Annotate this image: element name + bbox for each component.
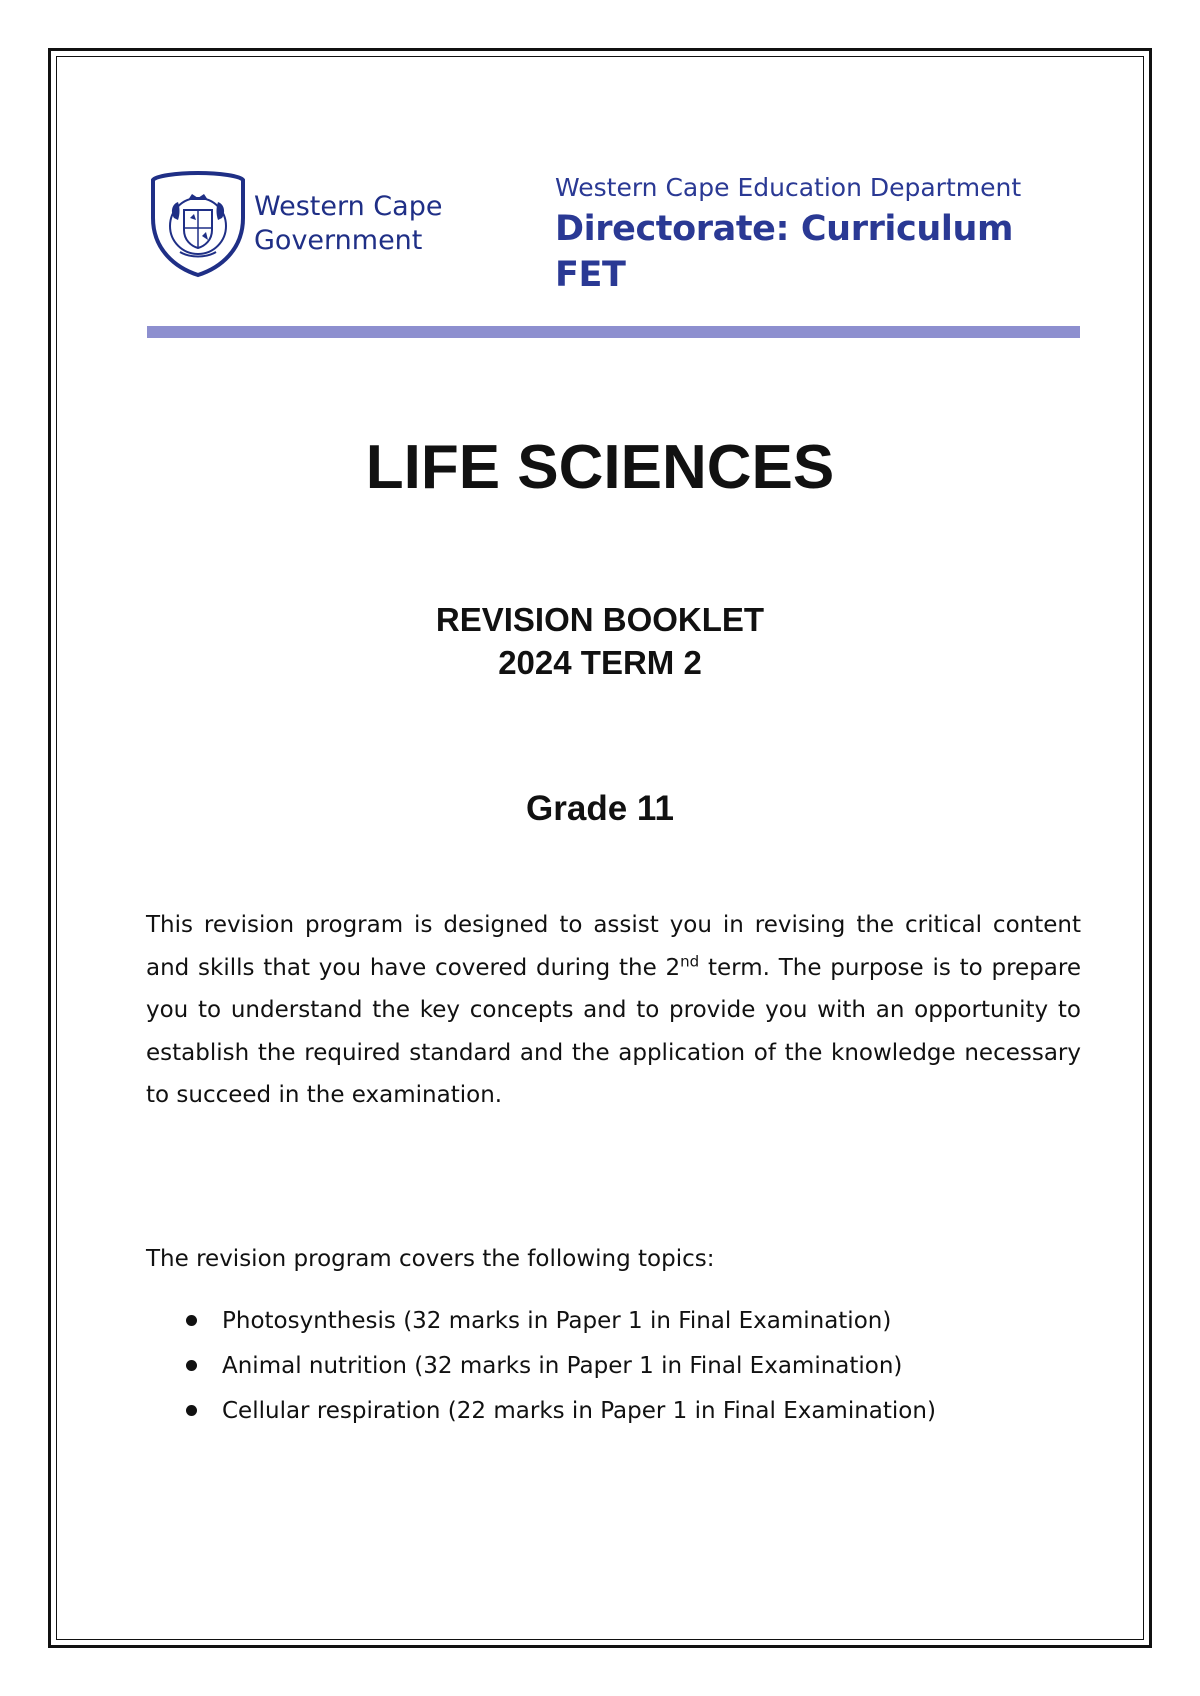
topic-label: Photosynthesis (32 marks in Paper 1 in Final Examination)	[222, 1307, 892, 1334]
bullet-icon	[186, 1405, 197, 1416]
list-item	[146, 1298, 936, 1343]
department-heading	[555, 170, 1080, 298]
intro-paragraph	[146, 904, 1081, 1117]
intro-text-part-2: term. The purpose is to prepare you to understand the key concepts and to provide you with an opportunity to establish the required standard and the application of the knowledge necessary to succeed in the examination.	[146, 954, 1081, 1108]
topics-list	[146, 1298, 936, 1433]
logo-line-1: Western Cape	[254, 191, 443, 222]
term-subtitle: 2024 TERM 2	[498, 644, 702, 681]
bullet-icon	[186, 1360, 197, 1371]
booklet-subtitle: REVISION BOOKLET	[435, 601, 765, 638]
document-title: LIFE SCIENCES	[365, 433, 835, 502]
list-item	[146, 1388, 936, 1433]
topic-label: Animal nutrition (32 marks in Paper 1 in Final Examination)	[222, 1352, 903, 1379]
logo-wordmark	[254, 190, 442, 258]
grade-heading: Grade 11	[526, 789, 674, 828]
coat-of-arms-icon	[150, 170, 246, 278]
topic-label: Cellular respiration (22 marks in Paper 1 in Final Examination)	[222, 1397, 936, 1424]
document-header	[150, 170, 1080, 295]
intro-text-part-1: This revision program is designed to assist you in revising the critical content and skills that you have covered during the 2	[146, 912, 1081, 981]
list-item	[146, 1343, 936, 1388]
bullet-icon	[186, 1315, 197, 1326]
department-name: Western Cape Education Department	[555, 173, 1022, 202]
logo-line-2: Government	[254, 225, 423, 256]
topics-intro: The revision program covers the following topics:	[146, 1246, 715, 1272]
government-logo	[150, 170, 442, 278]
directorate-name: Directorate: Curriculum FET	[555, 209, 1014, 295]
header-divider	[147, 326, 1080, 338]
ordinal-suffix: nd	[680, 951, 700, 970]
